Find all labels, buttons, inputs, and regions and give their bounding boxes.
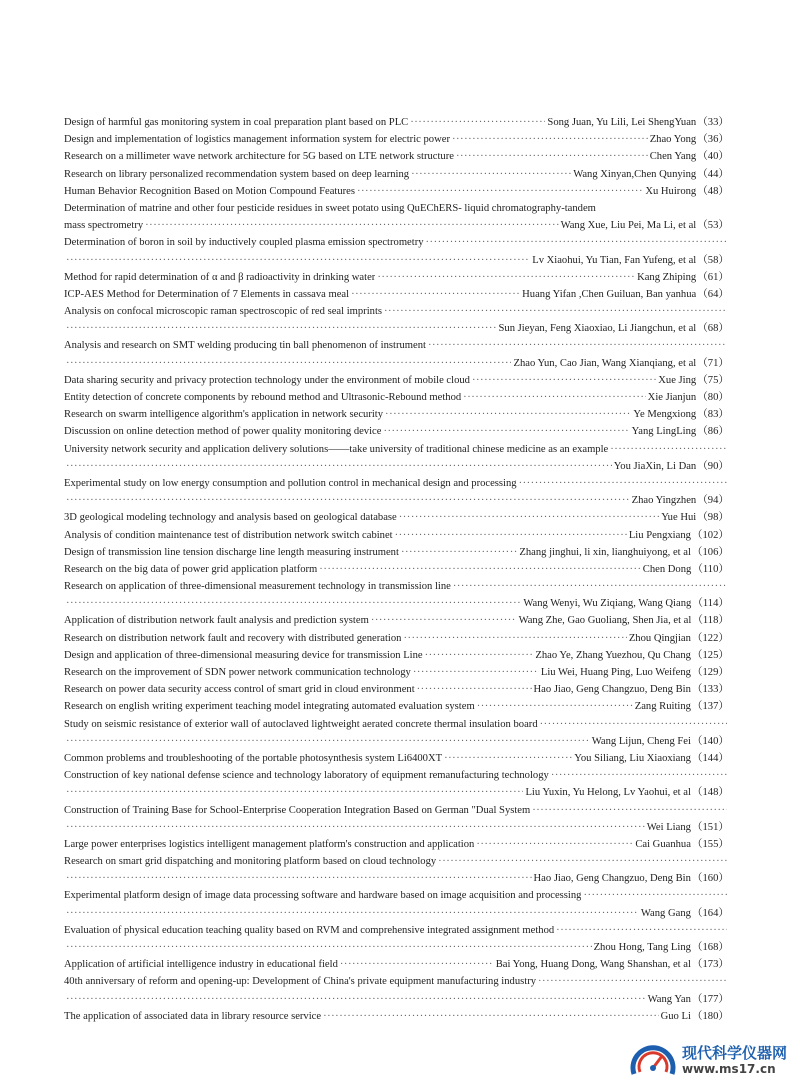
entry-authors: Wang Wenyi, Wu Ziqiang, Wang Qiang [523,598,692,610]
toc-entry[interactable] [64,114,729,131]
entry-title: Research on the big data of power grid application platform [64,563,318,575]
toc-entry[interactable] [64,441,729,475]
leader-dots [66,905,639,922]
entry-title: University network security and application delivery solutions——take university of traditional chinese medicine as an example [64,443,609,455]
leader-dots [399,509,659,526]
entry-page: （94） [697,495,729,507]
leader-dots [66,355,511,372]
leader-dots [463,389,646,406]
entry-authors: Liu Yuxin, Yu Helong, Lv Yaohui, et al [525,787,691,799]
entry-page: （90） [697,460,729,472]
entry-authors: Yang LingLing [631,426,697,438]
entry-authors: Cai Guanhua [635,838,691,850]
leader-dots [66,991,646,1008]
leader-dots [417,681,532,698]
entry-authors: Wang Zhe, Gao Guoliang, Shen Jia, et al [518,615,692,627]
toc-entry[interactable] [64,509,729,526]
entry-title: Analysis on confocal microscopic raman spectroscopic of red seal imprints [64,306,383,318]
toc-entry[interactable] [64,561,729,578]
entry-authors: Yue Hui [661,512,697,524]
toc-entry[interactable] [64,527,729,544]
leader-dots [411,166,571,183]
leader-dots [66,320,497,337]
entry-page: （173） [691,959,729,971]
entry-authors: Zang Ruiting [634,701,691,713]
entry-page: （71） [697,357,729,369]
entry-page: （53） [697,220,729,232]
entry-page: （61） [697,271,729,283]
entry-authors: Guo Li [660,1010,691,1022]
entry-page: （48） [697,185,729,197]
toc-entry[interactable] [64,853,729,887]
entry-page: （177） [691,993,729,1005]
entry-title: Method for rapid determination of α and β radioactivity in drinking water [64,271,376,283]
entry-title: Research on swarm intelligence algorithm's application in network security [64,409,384,421]
leader-dots [456,148,648,165]
gauge-icon [628,1038,678,1083]
leader-dots [357,183,643,200]
entry-title: Determination of matrine and other four pesticide residues in sweet potato using QuEChERS- liquid chromatography-tandem [64,202,596,214]
entry-title: Entity detection of concrete components by rebound method and Ultrasonic-Rebound method [64,392,462,403]
toc-entry[interactable] [64,647,729,664]
toc-entry[interactable] [64,183,729,200]
toc-entry[interactable] [64,372,729,389]
toc-entry[interactable] [64,887,729,921]
entry-title: Research on distribution network fault and recovery with distributed generation [64,632,402,644]
leader-dots [538,973,727,990]
entry-page: （75） [697,374,729,386]
entry-title: Experimental platform design of image data processing software and hardware based on image acquisition and processing [64,890,582,902]
toc-entry[interactable] [64,1008,729,1025]
leader-dots [371,612,517,629]
entry-page: （40） [697,151,729,163]
entry-authors: Liu Pengxiang [628,529,691,541]
entry-page: （44） [697,168,729,180]
entry-authors: Song Juan, Yu Lili, Lei ShengYuan [547,117,697,128]
toc-entry[interactable] [64,956,729,973]
toc-entry[interactable] [64,922,729,956]
entry-title: Experimental study on low energy consumption and pollution control in mechanical design and processing [64,477,517,489]
entry-authors: Zhang jinghui, li xin, lianghuiyong, et al [519,546,691,558]
leader-dots [410,114,545,131]
entry-title: Human Behavior Recognition Based on Motion Compound Features [64,185,355,197]
leader-dots [540,716,727,733]
toc-entry[interactable] [64,234,729,268]
entry-authors: Zhao Yun, Cao Jian, Wang Xianqiang, et al [513,357,697,369]
leader-dots [425,647,534,664]
entry-title: Data sharing security and privacy protection technology under the environment of mobile cloud [64,374,470,386]
leader-dots [377,269,635,286]
entry-authors: Liu Wei, Huang Ping, Luo Weifeng [540,667,691,678]
entry-page: （137） [691,701,729,713]
leader-dots [319,561,640,578]
entry-page: （164） [691,907,729,919]
entry-authors: Wang Lijun, Cheng Fei [591,735,691,747]
entry-authors: Bai Yong, Huang Dong, Wang Shanshan, et al [495,959,691,971]
entry-title: Design and application of three-dimensional measuring device for transmission Line [64,649,423,661]
entry-page: （68） [697,323,729,335]
entry-authors: Hao Jiao, Geng Changzuo, Deng Bin [533,684,691,696]
leader-dots [426,234,727,251]
entry-title: Construction of Training Base for School-Enterprise Cooperation Integration Based on German "Dual System [64,804,531,816]
leader-dots [556,922,727,939]
entry-page: （168） [691,942,729,953]
entry-title: The application of associated data in library resource service [64,1010,322,1022]
toc-entry[interactable] [64,836,729,853]
toc-entry[interactable] [64,166,729,183]
entry-authors: Zhou Hong, Tang Ling [593,942,691,953]
toc-entry[interactable] [64,131,729,148]
leader-dots [472,372,656,389]
toc-entry[interactable] [64,423,729,440]
leader-dots [413,664,539,681]
entry-title: Research on english writing experiment teaching model integrating automated evaluation system [64,701,475,713]
entry-title: Application of distribution network fault analysis and prediction system [64,615,369,627]
entry-page: （151） [691,821,729,833]
entry-authors: Wang Xinyan,Chen Qunying [573,168,697,180]
entry-title: Discussion on online detection method of power quality monitoring device [64,426,382,438]
entry-title: Application of artificial intelligence industry in educational field [64,959,338,971]
entry-authors: Xu Huirong [645,185,697,197]
entry-authors: Huang Yifan ,Chen Guiluan, Ban yanhua [522,288,697,300]
entry-page: （102） [691,529,729,541]
entry-title: Analysis and research on SMT welding producing tin ball phenomenon of instrument [64,340,426,352]
leader-dots [384,303,727,320]
entry-page: （129） [691,667,729,678]
entry-authors: Zhao Yong [649,134,697,146]
entry-page: （118） [692,615,729,627]
entry-title: Determination of boron in soil by inductively coupled plasma emission spectrometry [64,237,424,249]
leader-dots [395,527,627,544]
entry-authors: Wei Liang [646,821,691,833]
entry-page: （122） [691,632,729,644]
entry-title: Research on the improvement of SDN power network communication technology [64,667,411,678]
leader-dots [66,819,645,836]
entry-authors: Sun Jieyan, Feng Xiaoxiao, Li Jiangchun, et al [498,323,697,335]
entry-authors: Wang Xue, Liu Pei, Ma Li, et al [560,220,697,232]
entry-title: Research on library personalized recommendation system based on deep learning [64,168,410,180]
entry-title: Research on smart grid dispatching and monitoring platform based on cloud technology [64,856,437,868]
entry-page: （83） [697,409,729,421]
entry-title: 40th anniversary of reform and opening-up: Development of China's private equipment manufacturing industry [64,976,537,988]
entry-authors: Kang Zhiping [637,271,697,283]
entry-page: （64） [697,288,729,300]
entry-page: （33） [697,117,729,128]
leader-dots [66,252,530,269]
toc-entry[interactable] [64,630,729,647]
entry-page: （80） [697,392,729,403]
entry-page: （36） [697,134,729,146]
entry-page: （114） [692,598,729,610]
toc-entry[interactable] [64,337,729,371]
entry-title: Design and implementation of logistics management information system for electric power [64,134,450,146]
entry-authors: Xue Jing [658,374,697,386]
entry-title: Study on seismic resistance of exterior wall of autoclaved lightweight aerated concrete thermal insulation board [64,718,538,730]
logo-url[interactable]: www.ms17.cn [682,1062,776,1076]
entry-page: （98） [697,512,729,524]
toc-entry[interactable] [64,578,729,612]
leader-dots [66,870,532,887]
toc-entry[interactable] [64,664,729,681]
entry-authors: You JiaXin, Li Dan [613,460,697,472]
entry-authors: Zhao Ye, Zhang Yuezhou, Qu Chang [535,649,691,661]
leader-dots [438,853,727,870]
toc-entry[interactable] [64,544,729,561]
entry-title: Large power enterprises logistics intelligent management platform's construction and application [64,838,475,850]
toc-entry[interactable] [64,406,729,423]
entry-page: （133） [691,684,729,696]
entry-page: （160） [691,873,729,885]
toc-entry[interactable] [64,698,729,715]
toc-entry[interactable] [64,200,729,234]
entry-page: （86） [697,426,729,438]
leader-dots [323,1008,659,1025]
toc-entry[interactable] [64,802,729,836]
entry-authors: Chen Yang [649,151,697,163]
leader-dots [145,217,558,234]
entry-page: （106） [691,546,729,558]
entry-page: （110） [692,563,729,575]
leader-dots [428,337,727,354]
leader-dots [519,475,727,492]
toc-entry[interactable] [64,148,729,165]
entry-authors: You Siliang, Liu Xiaoxiang [574,752,691,764]
leader-dots [383,423,629,440]
leader-dots [403,630,626,647]
entry-authors: Wang Yan [647,993,691,1005]
entry-authors: Zhou Qingjian [628,632,691,644]
leader-dots [401,544,517,561]
leader-dots [532,802,727,819]
toc-entry[interactable] [64,681,729,698]
entry-title: Construction of key national defense science and technology laboratory of equipment remanufacturing technology [64,770,549,782]
entry-title: Design of harmful gas monitoring system in coal preparation plant based on PLC [64,117,409,128]
entry-authors: Zhao Yingzhen [631,495,697,507]
table-of-contents [64,114,729,1025]
entry-page: （144） [691,752,729,764]
toc-entry[interactable] [64,973,729,1007]
leader-dots [66,939,592,956]
toc-entry[interactable] [64,303,729,337]
leader-dots [385,406,631,423]
entry-title: ICP-AES Method for Determination of 7 Elements in cassava meal [64,288,350,300]
entry-title-continued: mass spectrometry [64,220,144,232]
entry-page: （125） [691,649,729,661]
entry-title: Analysis of condition maintenance test of distribution network switch cabinet [64,529,393,541]
leader-dots [66,784,523,801]
leader-dots [444,750,572,767]
entry-authors: Chen Dong [642,563,692,575]
leader-dots [551,767,727,784]
entry-title: Design of transmission line tension discharge line length measuring instrument [64,546,399,558]
entry-authors: Hao Jiao, Geng Changzuo, Deng Bin [533,873,691,885]
entry-authors: Ye Mengxiong [633,409,697,421]
entry-page: （155） [691,838,729,850]
toc-entry[interactable] [64,612,729,629]
entry-authors: Wang Gang [640,907,691,919]
entry-title: Common problems and troubleshooting of the portable photosynthesis system Li6400XT [64,752,443,764]
leader-dots [452,131,648,148]
toc-entry[interactable] [64,475,729,509]
entry-page: （148） [691,787,729,799]
leader-dots [66,458,612,475]
leader-dots [476,836,633,853]
leader-dots [610,441,727,458]
leader-dots [66,492,630,509]
entry-authors: Lv Xiaohui, Yu Tian, Fan Yufeng, et al [532,254,697,266]
toc-entry[interactable] [64,389,729,406]
toc-entry[interactable] [64,716,729,750]
toc-entry[interactable] [64,286,729,303]
entry-authors: Xie Jianjun [647,392,697,403]
leader-dots [340,956,494,973]
entry-title: 3D geological modeling technology and analysis based on geological database [64,512,397,524]
entry-page: （140） [691,735,729,747]
leader-dots [453,578,727,595]
leader-dots [583,887,727,904]
logo-name: 现代科学仪器网 [682,1044,788,1062]
toc-entry[interactable] [64,750,729,767]
entry-page: （58） [697,254,729,266]
leader-dots [66,733,590,750]
site-logo [628,1038,798,1083]
entry-title: Research on a millimeter wave network architecture for 5G based on LTE network structure [64,151,454,163]
toc-entry[interactable] [64,269,729,286]
entry-title: Research on application of three-dimensional measurement technology in transmission line [64,581,451,593]
entry-title: Evaluation of physical education teaching quality based on RVM and comprehensive integrated assignment method [64,924,555,936]
entry-title: Research on power data security access control of smart grid in cloud environment [64,684,415,696]
leader-dots [66,595,521,612]
toc-entry[interactable] [64,767,729,801]
leader-dots [477,698,633,715]
leader-dots [351,286,520,303]
entry-page: （180） [691,1010,729,1022]
